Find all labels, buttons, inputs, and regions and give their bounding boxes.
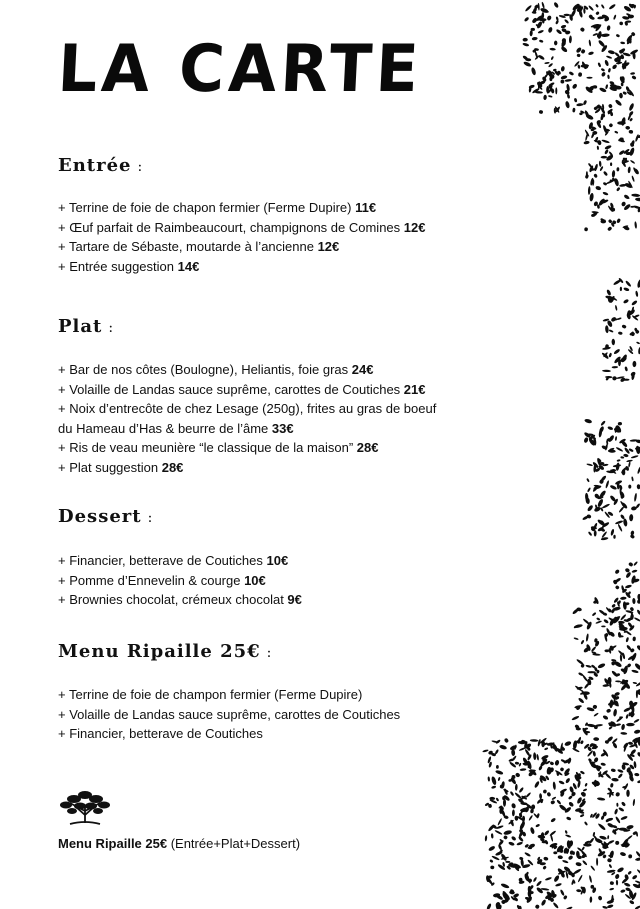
section-heading-menu-ripaille: Menu Ripaille 25€ : (58, 641, 273, 662)
entree-list (58, 198, 425, 276)
page-title: LA CARTE (56, 30, 425, 107)
section-heading-entree: Entrée : (58, 155, 144, 176)
list-item: + Bar de nos côtes (Boulogne), Heliantis, foie gras 24€ (58, 362, 374, 377)
menu-ripaille-list (58, 685, 400, 744)
list-item: + Terrine de foie de champon fermier (Ferme Dupire) (58, 687, 363, 702)
list-item: + Plat suggestion 28€ (58, 459, 184, 475)
footer-menu-summary: Menu Ripaille 25€ (Entrée+Plat+Dessert) (58, 836, 301, 851)
section-heading-plat: Plat : (58, 316, 115, 337)
list-item: + Tartare de Sébaste, moutarde à l’ancienne 12€ (58, 239, 340, 254)
foliage-icon (465, 0, 640, 909)
list-item: + Financier, betterave de Coutiches 10€ (58, 553, 289, 568)
list-item: + Pomme d’Ennevelin & courge 10€ (58, 572, 266, 588)
list-item: + Ris de veau meunière “le classique de la maison” 28€ (58, 440, 379, 455)
dessert-list (58, 551, 302, 610)
list-item: + Noix d’entrecôte de chez Lesage (250g), frites au gras de boeuf (58, 401, 437, 416)
list-item: + Financier, betterave de Coutiches (58, 726, 263, 741)
list-item: + Brownies chocolat, crémeux chocolat 9€ (58, 592, 302, 607)
list-item: + Volaille de Landas sauce suprême, carottes de Coutiches (58, 706, 401, 722)
section-heading-dessert: Dessert : (58, 506, 154, 527)
list-item: + Œuf parfait de Raimbeaucourt, champignons de Comines 12€ (58, 219, 426, 235)
list-item: + Volaille de Landas sauce suprême, carottes de Coutiches 21€ (58, 381, 426, 397)
list-item: + Entrée suggestion 14€ (58, 258, 200, 274)
tree-icon (56, 785, 114, 827)
list-item: + Terrine de foie de chapon fermier (Ferme Dupire) 11€ (58, 200, 377, 215)
list-item: du Hameau d’Has & beurre de l’âme 33€ (58, 420, 294, 436)
plat-list (58, 360, 436, 477)
